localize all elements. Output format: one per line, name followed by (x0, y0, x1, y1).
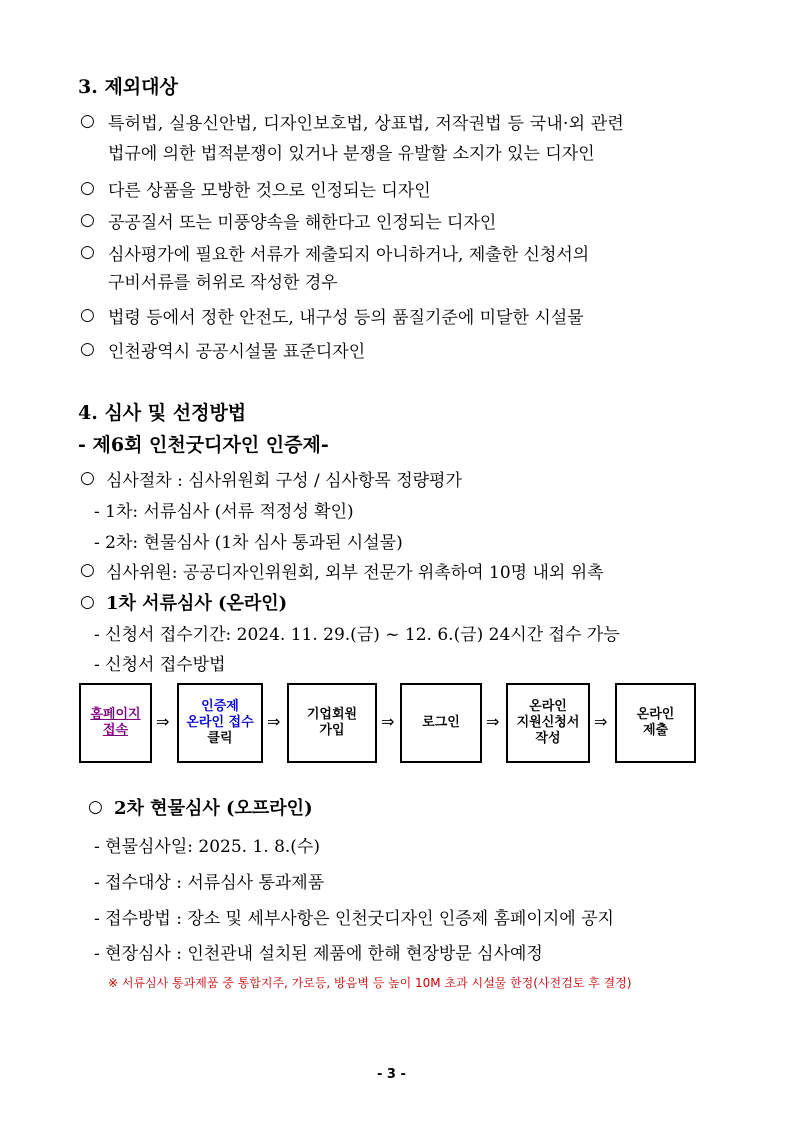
review-step-2: - 2차: 현물심사 (1차 심사 통과된 시설물) (94, 533, 403, 553)
page-number: - 3 - (377, 1067, 406, 1082)
flow-step-signup (287, 683, 377, 763)
flow-step-online-apply-line3: 클릭 (207, 731, 233, 746)
application-method: - 신청서 접수방법 (94, 655, 226, 675)
flow-arrow-2: ⇒ (267, 712, 281, 731)
exclusion-item-5: 법령 등에서 정한 안전도, 내구성 등의 품질기준에 미달한 시설물 (108, 308, 584, 328)
flow-step-write-form-line2: 지원신청서 (516, 715, 580, 730)
bullet-circle: ○ (80, 592, 95, 612)
bullet-circle: ○ (80, 305, 95, 325)
flow-arrow-3: ⇒ (381, 712, 395, 731)
intake-method: - 접수방법 : 장소 및 세부사항은 인천굿디자인 인증제 홈페이지에 공지 (94, 909, 614, 929)
flow-step-homepage[interactable] (79, 683, 152, 763)
bullet-circle: ○ (80, 178, 95, 198)
inspection-date: - 현물심사일: 2025. 1. 8.(수) (94, 837, 320, 857)
bullet-circle: ○ (80, 339, 95, 359)
intake-target: - 접수대상 : 서류심사 통과제품 (94, 873, 325, 893)
flow-arrow-4: ⇒ (486, 712, 500, 731)
flow-step-homepage-line1: 홈페이지 (90, 707, 141, 722)
exclusion-item-2: 다른 상품을 모방한 것으로 인정되는 디자인 (108, 181, 431, 201)
exclusion-item-4-line1: 심사평가에 필요한 서류가 제출되지 아니하거나, 제출한 신청서의 (108, 245, 590, 265)
flow-arrow-1: ⇒ (156, 712, 170, 731)
flow-arrow-5: ⇒ (594, 712, 608, 731)
review-judges: 심사위원: 공공디자인위원회, 외부 전문가 위촉하여 10명 내외 위촉 (106, 563, 604, 583)
footnote: ※ 서류심사 통과제품 중 통합지주, 가로등, 방음벽 등 높이 10M 초과 시설물 한정(사전검토 후 결정) (108, 976, 632, 990)
section-4-subheading: - 제6회 인천굿디자인 인증제- (78, 434, 329, 456)
bullet-circle: ○ (88, 797, 103, 817)
exclusion-item-1-line1: 특허법, 실용신안법, 디자인보호법, 상표법, 저작권법 등 국내·외 관련 (108, 114, 625, 134)
section-4-heading: 4. 심사 및 선정방법 (78, 402, 247, 424)
exclusion-item-1-line2: 법규에 의한 법적분쟁이 있거나 분쟁을 유발할 소지가 있는 디자인 (108, 144, 595, 164)
review-procedure: 심사절차 : 심사위원회 구성 / 심사항목 정량평가 (106, 471, 462, 491)
flow-step-submit-line2: 제출 (642, 723, 669, 738)
section-3-heading: 3. 제외대상 (78, 76, 178, 98)
exclusion-item-4-line2: 구비서류를 허위로 작성한 경우 (108, 273, 338, 293)
flow-step-login-line1: 로그인 (422, 715, 460, 730)
flow-step-write-form (506, 683, 590, 763)
application-period: - 신청서 접수기간: 2024. 11. 29.(금) ~ 12. 6.(금) 24시간 접수 가능 (94, 625, 620, 645)
bullet-circle: ○ (80, 560, 95, 580)
review-step-1: - 1차: 서류심사 (서류 적정성 확인) (94, 502, 354, 522)
flow-step-write-form-line1: 온라인 (529, 699, 567, 714)
exclusion-item-6: 인천광역시 공공시설물 표준디자인 (108, 342, 366, 362)
bullet-circle: ○ (80, 468, 95, 488)
flow-step-write-form-line3: 작성 (535, 731, 561, 746)
site-review: - 현장심사 : 인천관내 설치된 제품에 한해 현장방문 심사예정 (94, 944, 543, 964)
bullet-circle: ○ (80, 111, 95, 131)
first-round-title: 1차 서류심사 (온라인) (106, 593, 288, 614)
flow-step-login (400, 683, 482, 763)
bullet-circle: ○ (80, 210, 95, 230)
second-round-title: 2차 현물심사 (오프라인) (114, 798, 313, 819)
flow-step-online-apply-line1: 인증제 (201, 699, 239, 714)
bullet-circle: ○ (80, 242, 95, 262)
exclusion-item-3: 공공질서 또는 미풍양속을 해한다고 인정되는 디자인 (108, 213, 497, 233)
flow-step-submit-line1: 온라인 (636, 707, 675, 722)
flow-step-online-apply-line2: 온라인 접수 (186, 715, 254, 730)
flow-step-signup-line2: 가입 (319, 723, 345, 738)
flow-step-homepage-line2: 접속 (102, 723, 129, 738)
flow-step-online-apply (177, 683, 263, 763)
flow-step-signup-line1: 기업회원 (306, 707, 358, 722)
flow-step-submit (615, 683, 696, 763)
